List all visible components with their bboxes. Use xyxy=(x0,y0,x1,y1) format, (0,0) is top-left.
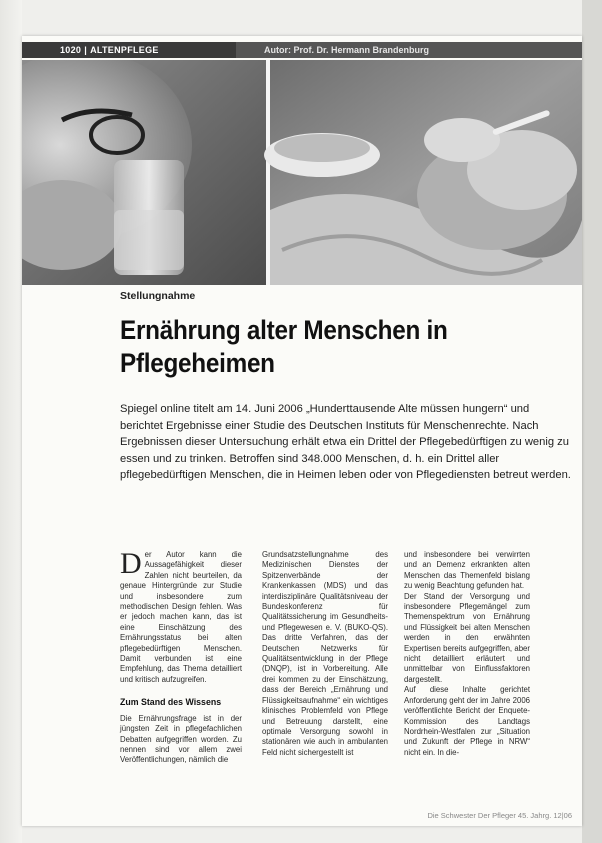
column-paragraph: Die Ernährungsfrage ist in der jüngsten Zeit in pflegefachlichen Debatten aufgegriffen worden. Zu nennen sind vor allem zwei Veröffentlichungen, nämlich die xyxy=(120,713,242,765)
drop-cap: D xyxy=(120,547,142,580)
text-column-3 xyxy=(404,550,530,758)
column-paragraph: und insbesondere bei verwirrten und an Demenz erkrankten alten Menschen das Themenfeld bislang zu wenig Beachtung gefunden hat. xyxy=(404,550,530,591)
scan-margin-left xyxy=(0,0,22,843)
column-paragraph: Grundsatzstellungnahme des Medizinischen Dienstes der Spitzenverbände der Krankenkassen (MDS) und das interdisziplinäre Qualitätsniveau der Bundeskonferenz für Qualitätssicherung im Gesundheits- und Pflegewesen e. V. (BUKO-QS). Das dritte Verfahren, das der Deutschen Netzwerks für Qualitätsentwicklung in der Pflege (DNQP), ist in Vorbereitung. Alle drei kommen zu der Einschätzung, dass der Bereich „Ernährung und Flüssigkeitsaufnahme“ ein wichtiges klinisches Problemfeld von Pflege und Betreuung darstellt, eine optimale Versorgung sowohl in stationären wie auch in ambulanten Feld nicht sichergestellt ist xyxy=(262,550,388,757)
column-paragraph xyxy=(120,547,242,685)
column-paragraph: Der Stand der Versorgung und insbesondere Pflegemängel zum Themenspektrum von Ernährung und Flüssigkeit bei alten Menschen werden in den erwähnten Expertisen bereits aufgegriffen, aber nicht detailliert erläutert und unmittelbar von Einflussfaktoren dargestellt. xyxy=(404,591,530,684)
photo-illustration xyxy=(22,60,582,285)
scan-margin-right xyxy=(582,0,602,843)
article-photo xyxy=(22,60,582,285)
header-section-block xyxy=(22,42,236,58)
paragraph-text: er Autor kann die Aussagefähigkeit dieser Zahlen nicht beurteilen, da genaue Hintergründe zur Studie und insbesondere zum methodischen Design fehlen. Was er jedoch machen kann, das ist eine Einschätzung des Ernährungsstatus bei alten pflegebedürftigen Menschen. Damit verbunden ist eine Empfehlung, das Thema detailliert und kritisch aufzugreifen. xyxy=(120,550,242,684)
column-paragraph: Auf diese Inhalte gerichtet Anforderung geht der im Jahre 2006 veröffentlichte Bericht der Enquete-Kommission des Landtags Nordrhein-Westfalen zur „Situation und Zukunft der Pflege in NRW“ nicht ein. In die- xyxy=(404,685,530,757)
article-lead: Spiegel online titelt am 14. Juni 2006 „Hunderttausende Alte müssen hungern“ und berichtet Ergebnisse einer Studie des Deutschen Instituts für Menschenrechte. Nach Ergebnissen dieser Untersuchung erhält etwa ein Drittel der Pflegebedürftigen zu wenig zu essen und zu trinken. Betroffen sind 348.000 Menschen, d. h. ein Drittel aller pflegebedürftigen Menschen, die in Heimen leben oder von Pflegediensten betreut werden. xyxy=(120,403,571,482)
section-subhead: Zum Stand des Wissens xyxy=(120,697,222,708)
author-line: Autor: Prof. Dr. Hermann Brandenburg xyxy=(264,45,430,55)
text-column-1 xyxy=(120,547,242,766)
text-column-2 xyxy=(262,550,388,758)
article-title: Ernährung alter Menschen in Pflegeheimen xyxy=(120,315,448,378)
running-header xyxy=(22,42,582,58)
section-name: ALTENPFLEGE xyxy=(90,45,159,55)
page-number: 1020 xyxy=(60,45,82,55)
journal-footer: Die Schwester Der Pfleger 45. Jahrg. 12|06 xyxy=(427,811,572,820)
magazine-page xyxy=(22,36,582,826)
article-kicker: Stellungnahme xyxy=(120,290,196,302)
header-separator: | xyxy=(84,45,88,55)
